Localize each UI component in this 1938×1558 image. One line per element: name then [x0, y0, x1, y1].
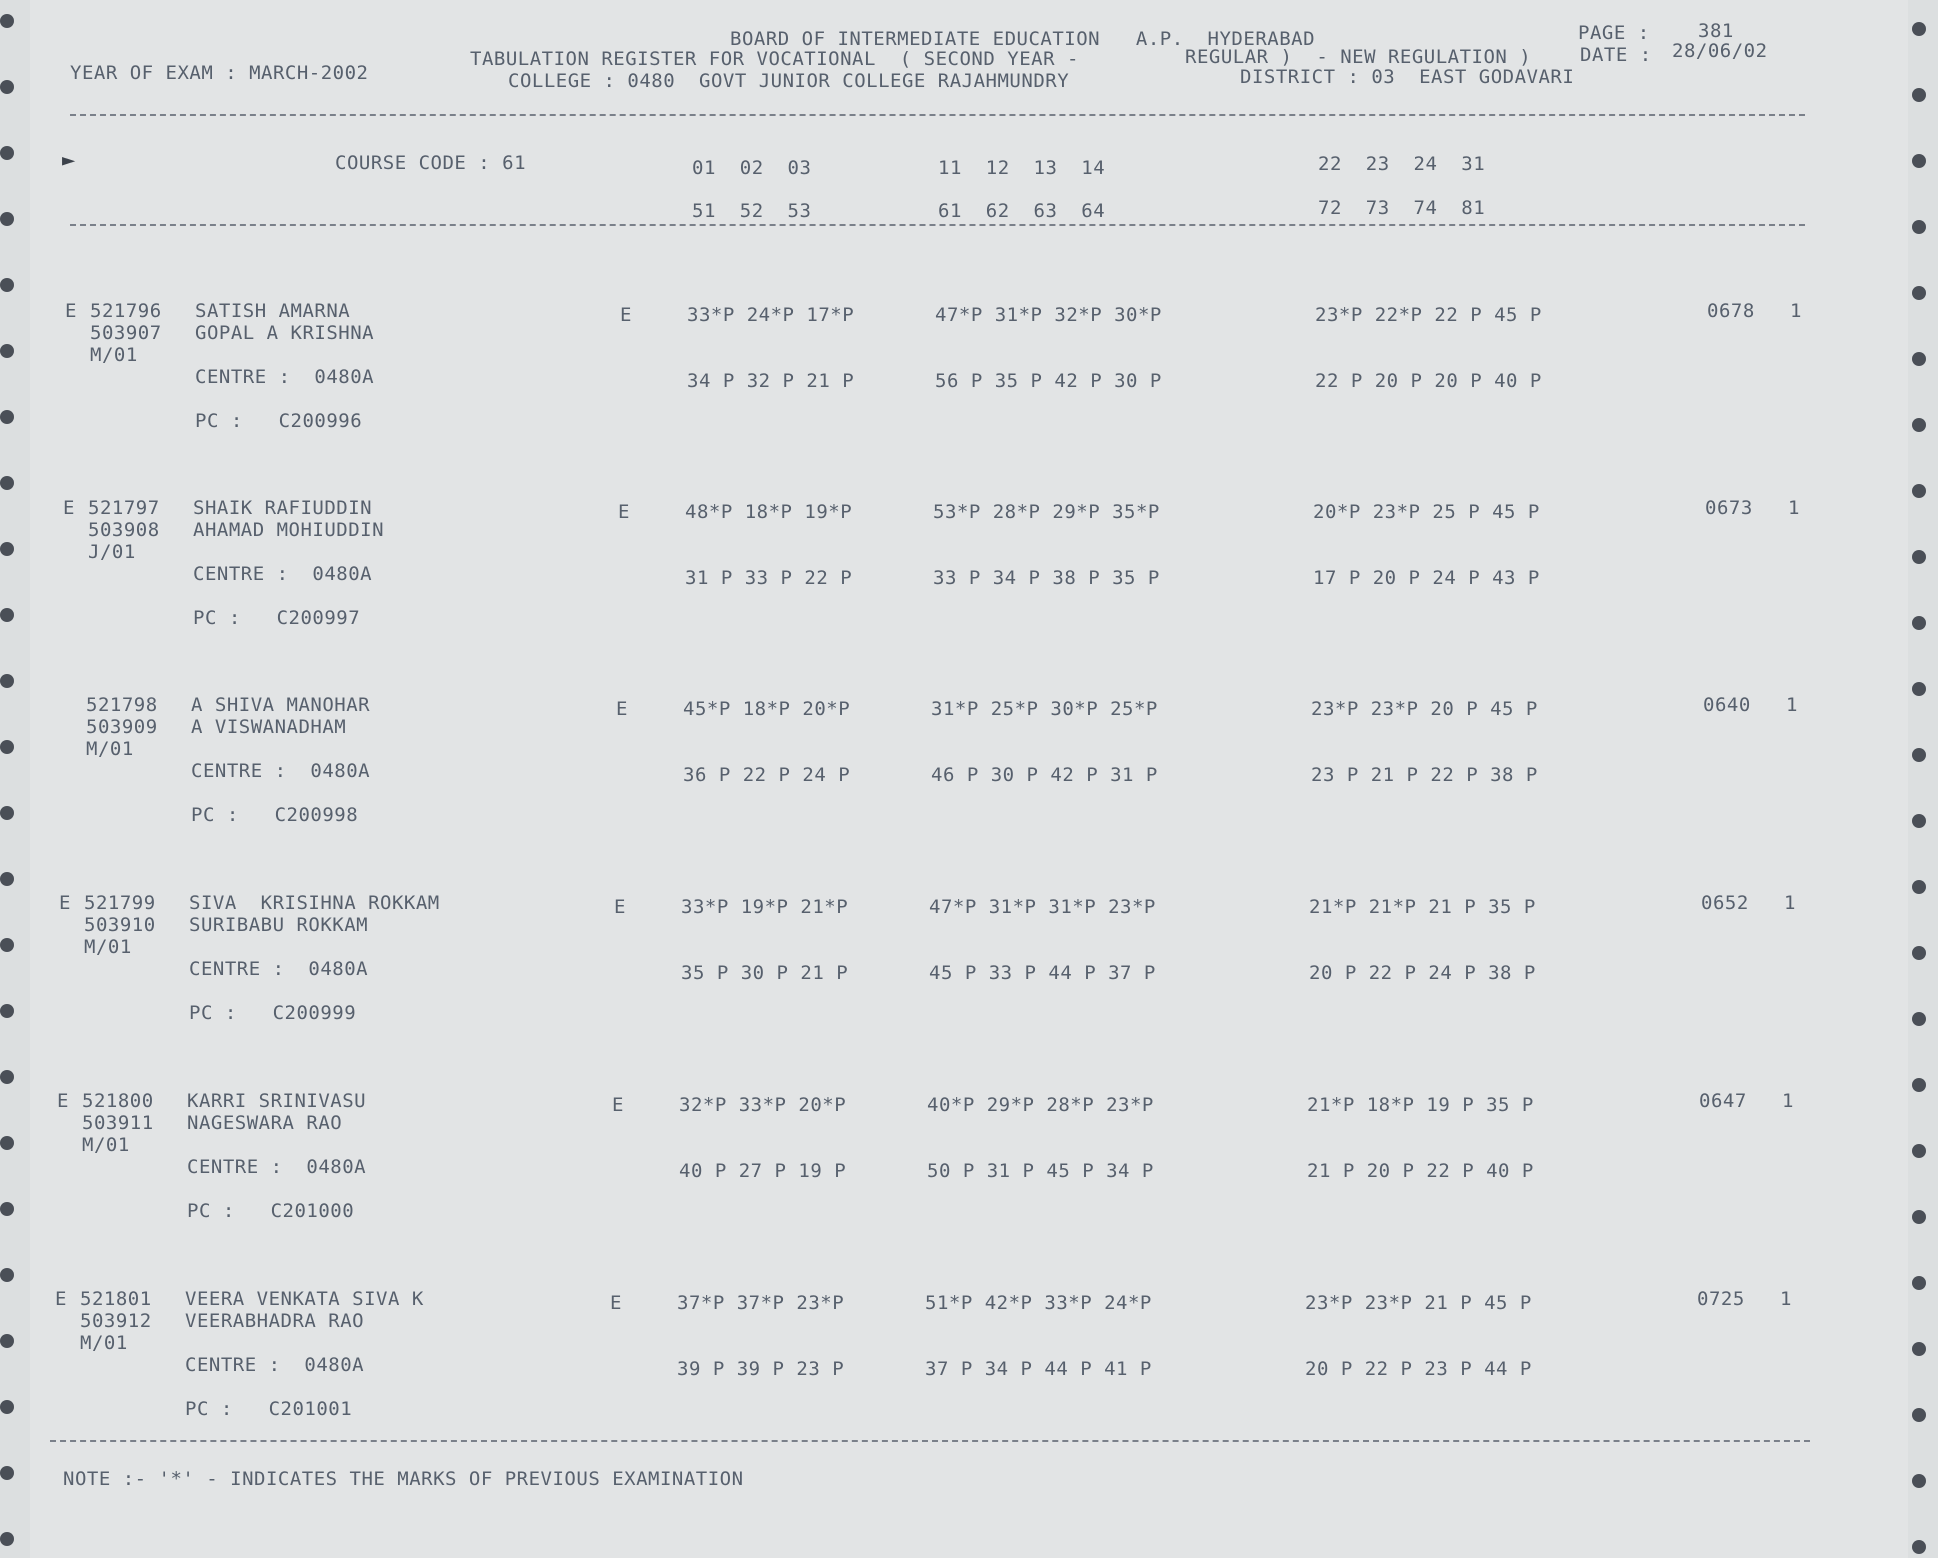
hall-ticket-number: 521799: [84, 892, 156, 914]
total-marks: 0647: [1699, 1090, 1747, 1112]
feed-hole-icon: [1912, 814, 1926, 828]
marks-row2-group1: 40 P 27 P 19 P: [679, 1160, 847, 1182]
marks-row2-group2: 33 P 34 P 38 P 35 P: [933, 567, 1160, 589]
group-code: M/01: [80, 1332, 128, 1354]
marks-row1-group2: 47*P 31*P 31*P 23*P: [929, 896, 1156, 918]
marks-row2-group2: 46 P 30 P 42 P 31 P: [931, 764, 1158, 786]
feed-hole-icon: [0, 542, 14, 556]
registration-number: 503912: [80, 1310, 152, 1332]
group-code: M/01: [82, 1134, 130, 1156]
feed-hole-icon: [0, 608, 14, 622]
footer-divider: [50, 1440, 1810, 1442]
hall-ticket-number: 521796: [90, 300, 162, 322]
feed-hole-icon: [1912, 88, 1926, 102]
centre-code: CENTRE : 0480A: [195, 366, 375, 388]
feed-hole-icon: [0, 146, 14, 160]
father-name: NAGESWARA RAO: [187, 1112, 343, 1134]
feed-hole-icon: [1912, 682, 1926, 696]
header-board-line: BOARD OF INTERMEDIATE EDUCATION A.P. HYDERABAD: [730, 28, 1316, 50]
medium: E: [612, 1094, 624, 1116]
feed-hole-icon: [1912, 286, 1926, 300]
feed-hole-icon: [0, 14, 14, 28]
marks-row1-group2: 53*P 28*P 29*P 35*P: [933, 501, 1160, 523]
marks-row1-group3: 23*P 23*P 20 P 45 P: [1311, 698, 1538, 720]
feed-hole-icon: [0, 1400, 14, 1414]
marks-row2-group3: 22 P 20 P 20 P 40 P: [1315, 370, 1542, 392]
hall-ticket-number: 521797: [88, 497, 160, 519]
feed-hole-icon: [0, 344, 14, 358]
medium: E: [614, 896, 626, 918]
footnote: NOTE :- '*' - INDICATES THE MARKS OF PREVIOUS EXAMINATION: [63, 1468, 744, 1490]
header-register-line: TABULATION REGISTER FOR VOCATIONAL ( SECOND YEAR -: [470, 48, 1079, 70]
feed-hole-icon: [1912, 550, 1926, 564]
marks-row1-group1: 37*P 37*P 23*P: [677, 1292, 845, 1314]
feed-hole-icon: [0, 872, 14, 886]
pc-number: PC : C201000: [187, 1200, 355, 1222]
group-code: M/01: [86, 738, 134, 760]
feed-hole-icon: [0, 80, 14, 94]
total-marks: 0678: [1707, 300, 1755, 322]
marks-row1-group3: 21*P 21*P 21 P 35 P: [1309, 896, 1536, 918]
marks-row2-group3: 17 P 20 P 24 P 43 P: [1313, 567, 1540, 589]
total-marks: 0640: [1703, 694, 1751, 716]
marks-row2-group1: 34 P 32 P 21 P: [687, 370, 855, 392]
feed-hole-icon: [1912, 616, 1926, 630]
marks-row1-group1: 33*P 19*P 21*P: [681, 896, 849, 918]
record-flag: E: [65, 300, 77, 322]
date-label: DATE :: [1580, 44, 1652, 66]
marks-row2-group2: 45 P 33 P 44 P 37 P: [929, 962, 1156, 984]
pc-number: PC : C200999: [189, 1002, 357, 1024]
marks-row1-group3: 21*P 18*P 19 P 35 P: [1307, 1094, 1534, 1116]
feed-hole-icon: [1912, 220, 1926, 234]
record-flag: E: [57, 1090, 69, 1112]
marks-row1-group1: 45*P 18*P 20*P: [683, 698, 851, 720]
year-of-exam: YEAR OF EXAM : MARCH-2002: [70, 62, 369, 84]
feed-hole-icon: [0, 1136, 14, 1150]
feed-hole-icon: [1912, 748, 1926, 762]
column-codes-row2-group2: 61 62 63 64: [938, 200, 1106, 222]
feed-hole-icon: [0, 212, 14, 226]
course-code: COURSE CODE : 61: [335, 152, 527, 174]
registration-number: 503908: [88, 519, 160, 541]
date-value: 28/06/02: [1672, 40, 1768, 62]
marks-row1-group1: 32*P 33*P 20*P: [679, 1094, 847, 1116]
marks-row1-group1: 33*P 24*P 17*P: [687, 304, 855, 326]
feed-hole-icon: [0, 1202, 14, 1216]
student-name: SHAIK RAFIUDDIN: [193, 497, 373, 519]
column-codes-row1-group1: 01 02 03: [692, 157, 812, 179]
hall-ticket-number: 521800: [82, 1090, 154, 1112]
hall-ticket-number: 521798: [86, 694, 158, 716]
feed-hole-icon: [1912, 946, 1926, 960]
feed-hole-icon: [0, 278, 14, 292]
feed-hole-icon: [1912, 154, 1926, 168]
feed-hole-icon: [0, 410, 14, 424]
father-name: A VISWANADHAM: [191, 716, 347, 738]
marks-row2-group1: 31 P 33 P 22 P: [685, 567, 853, 589]
feed-hole-icon: [1912, 1012, 1926, 1026]
group-code: M/01: [90, 344, 138, 366]
result-code: 1: [1788, 497, 1800, 519]
student-name: SATISH AMARNA: [195, 300, 351, 322]
hall-ticket-number: 521801: [80, 1288, 152, 1310]
marks-row2-group3: 20 P 22 P 24 P 38 P: [1309, 962, 1536, 984]
feed-hole-icon: [1912, 1474, 1926, 1488]
marks-row2-group2: 37 P 34 P 44 P 41 P: [925, 1358, 1152, 1380]
medium: E: [610, 1292, 622, 1314]
column-codes-row1-group2: 11 12 13 14: [938, 157, 1106, 179]
student-name: KARRI SRINIVASU: [187, 1090, 367, 1112]
result-code: 1: [1780, 1288, 1792, 1310]
marks-row1-group2: 40*P 29*P 28*P 23*P: [927, 1094, 1154, 1116]
marks-row2-group2: 50 P 31 P 45 P 34 P: [927, 1160, 1154, 1182]
feed-hole-icon: [0, 938, 14, 952]
result-code: 1: [1786, 694, 1798, 716]
feed-hole-icon: [0, 674, 14, 688]
feed-hole-icon: [0, 476, 14, 490]
marks-row1-group2: 51*P 42*P 33*P 24*P: [925, 1292, 1152, 1314]
registration-number: 503910: [84, 914, 156, 936]
feed-hole-icon: [1912, 1210, 1926, 1224]
record-flag: E: [59, 892, 71, 914]
student-name: A SHIVA MANOHAR: [191, 694, 371, 716]
feed-hole-icon: [1912, 1540, 1926, 1554]
page-label: PAGE :: [1578, 22, 1650, 44]
result-code: 1: [1782, 1090, 1794, 1112]
student-name: VEERA VENKATA SIVA K: [185, 1288, 424, 1310]
marks-row2-group3: 23 P 21 P 22 P 38 P: [1311, 764, 1538, 786]
feed-hole-icon: [1912, 1078, 1926, 1092]
column-header-divider: [70, 224, 1805, 226]
feed-hole-icon: [0, 1004, 14, 1018]
marks-row2-group1: 36 P 22 P 24 P: [683, 764, 851, 786]
record-flag: E: [55, 1288, 67, 1310]
father-name: GOPAL A KRISHNA: [195, 322, 375, 344]
total-marks: 0725: [1697, 1288, 1745, 1310]
centre-code: CENTRE : 0480A: [185, 1354, 365, 1376]
feed-hole-icon: [1912, 1144, 1926, 1158]
column-codes-row2-group3: 72 73 74 81: [1318, 197, 1486, 219]
medium: E: [618, 501, 630, 523]
arrow-mark-icon: ►: [62, 148, 76, 173]
total-marks: 0673: [1705, 497, 1753, 519]
feed-hole-icon: [1912, 880, 1926, 894]
marks-row1-group2: 47*P 31*P 32*P 30*P: [935, 304, 1162, 326]
marks-row1-group3: 23*P 22*P 22 P 45 P: [1315, 304, 1542, 326]
column-codes-row2-group1: 51 52 53: [692, 200, 812, 222]
marks-row2-group3: 21 P 20 P 22 P 40 P: [1307, 1160, 1534, 1182]
father-name: SURIBABU ROKKAM: [189, 914, 369, 936]
student-name: SIVA KRISIHNA ROKKAM: [189, 892, 440, 914]
feed-hole-icon: [0, 1334, 14, 1348]
pc-number: PC : C201001: [185, 1398, 353, 1420]
feed-hole-icon: [1912, 418, 1926, 432]
feed-hole-icon: [1912, 352, 1926, 366]
father-name: AHAMAD MOHIUDDIN: [193, 519, 385, 541]
feed-hole-icon: [0, 1070, 14, 1084]
marks-row1-group3: 23*P 23*P 21 P 45 P: [1305, 1292, 1532, 1314]
pc-number: PC : C200998: [191, 804, 359, 826]
centre-code: CENTRE : 0480A: [187, 1156, 367, 1178]
marks-row2-group1: 35 P 30 P 21 P: [681, 962, 849, 984]
header-college-line: COLLEGE : 0480 GOVT JUNIOR COLLEGE RAJAHMUNDRY: [508, 70, 1070, 92]
medium: E: [620, 304, 632, 326]
feed-hole-icon: [1912, 1408, 1926, 1422]
feed-hole-icon: [0, 740, 14, 754]
marks-row2-group1: 39 P 39 P 23 P: [677, 1358, 845, 1380]
record-flag: E: [63, 497, 75, 519]
marks-row2-group2: 56 P 35 P 42 P 30 P: [935, 370, 1162, 392]
father-name: VEERABHADRA RAO: [185, 1310, 365, 1332]
feed-hole-icon: [1912, 1342, 1926, 1356]
feed-hole-icon: [0, 806, 14, 820]
pc-number: PC : C200996: [195, 410, 363, 432]
header-district-line: DISTRICT : 03 EAST GODAVARI: [1240, 66, 1575, 88]
feed-hole-icon: [1912, 22, 1926, 36]
registration-number: 503907: [90, 322, 162, 344]
column-codes-row1-group3: 22 23 24 31: [1318, 153, 1486, 175]
header-divider: [70, 114, 1805, 116]
centre-code: CENTRE : 0480A: [189, 958, 369, 980]
feed-hole-icon: [0, 1268, 14, 1282]
marks-row2-group3: 20 P 22 P 23 P 44 P: [1305, 1358, 1532, 1380]
marks-row1-group2: 31*P 25*P 30*P 25*P: [931, 698, 1158, 720]
centre-code: CENTRE : 0480A: [193, 563, 373, 585]
feed-hole-icon: [1912, 484, 1926, 498]
registration-number: 503911: [82, 1112, 154, 1134]
feed-hole-icon: [0, 1532, 14, 1546]
feed-hole-icon: [0, 1466, 14, 1480]
result-code: 1: [1790, 300, 1802, 322]
feed-hole-icon: [1912, 1276, 1926, 1290]
centre-code: CENTRE : 0480A: [191, 760, 371, 782]
total-marks: 0652: [1701, 892, 1749, 914]
page-value: 381: [1698, 20, 1734, 42]
group-code: J/01: [88, 541, 136, 563]
marks-row1-group3: 20*P 23*P 25 P 45 P: [1313, 501, 1540, 523]
pc-number: PC : C200997: [193, 607, 361, 629]
result-code: 1: [1784, 892, 1796, 914]
medium: E: [616, 698, 628, 720]
marks-row1-group1: 48*P 18*P 19*P: [685, 501, 853, 523]
registration-number: 503909: [86, 716, 158, 738]
group-code: M/01: [84, 936, 132, 958]
header-register-line-b: REGULAR ) - NEW REGULATION ): [1185, 46, 1532, 68]
